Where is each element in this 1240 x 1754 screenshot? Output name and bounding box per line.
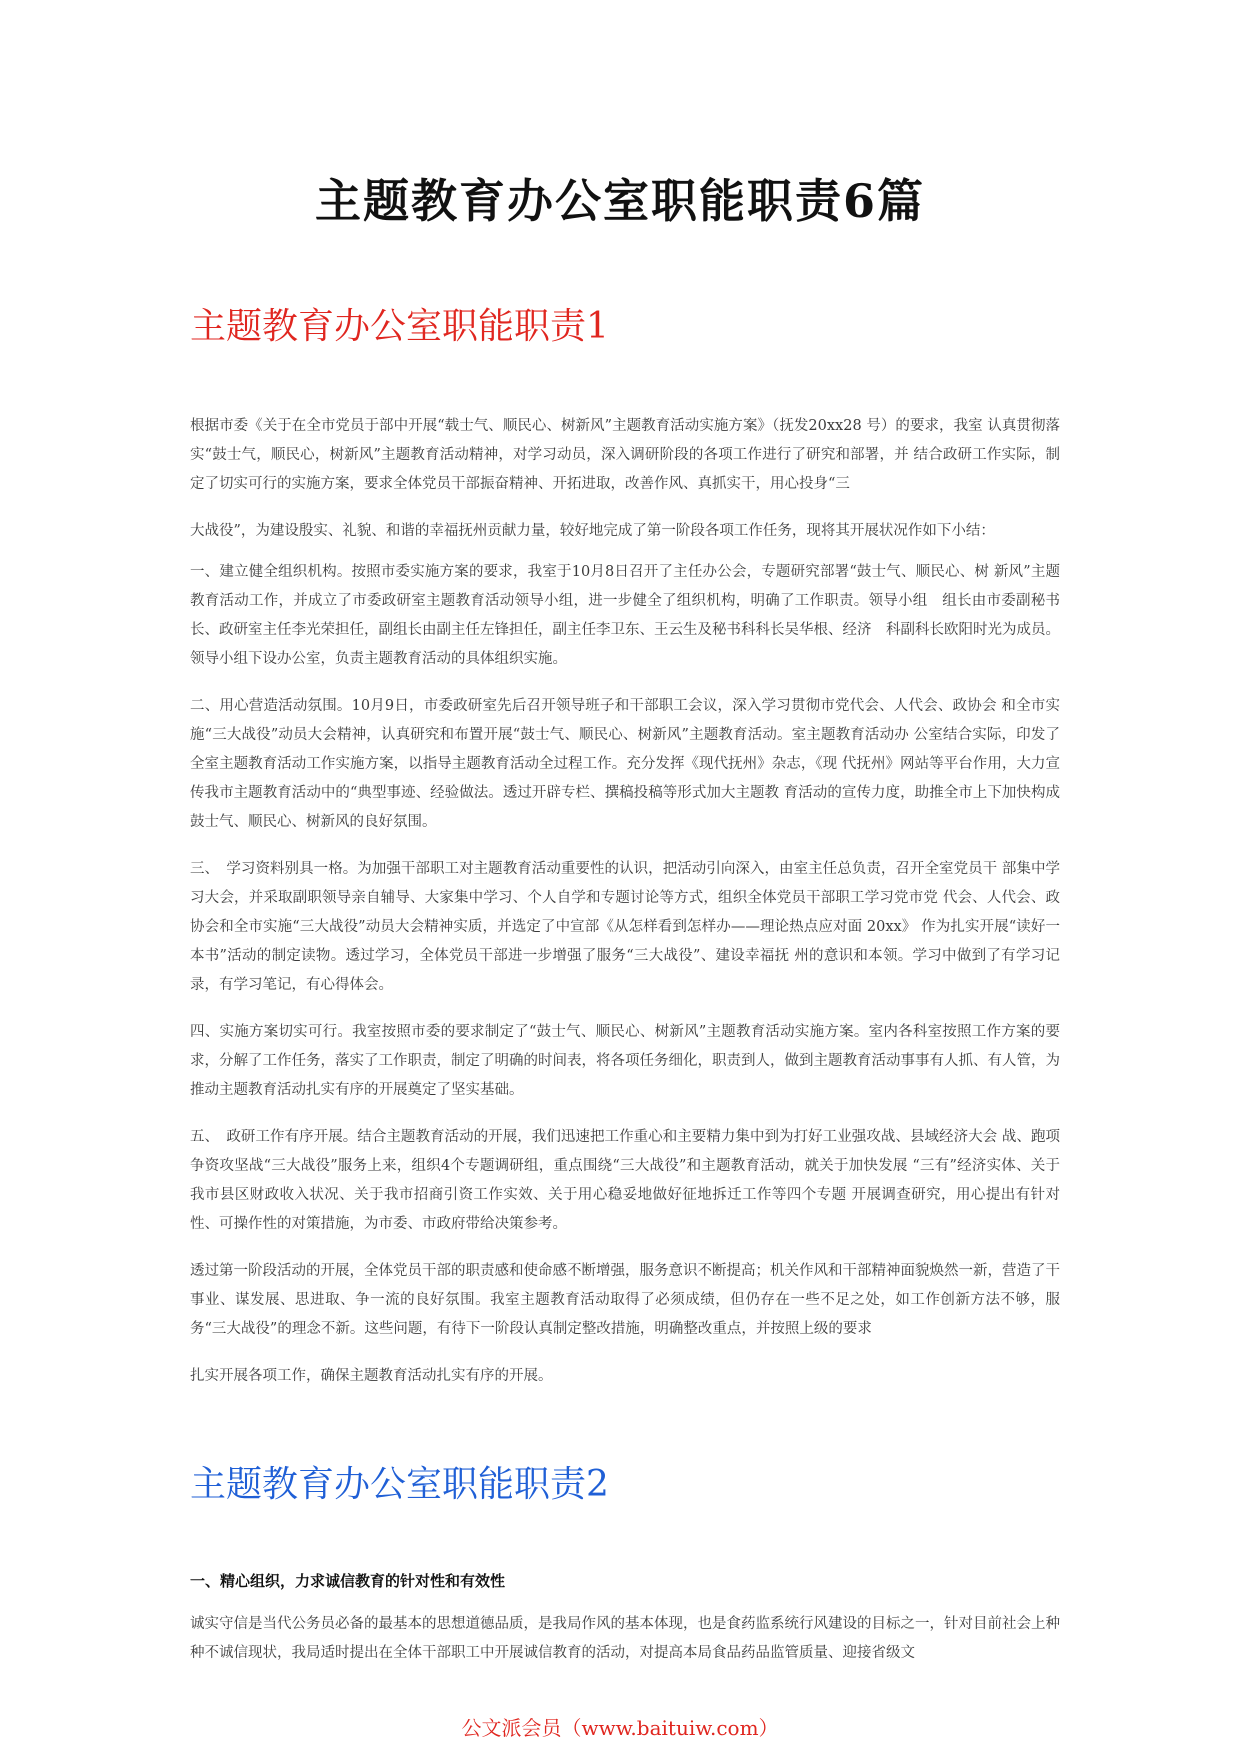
section-1-paragraph-2: 二、用心营造活动氛围。10月9日，市委政研室先后召开领导班子和干部职工会议，深入学习贯彻市党代会、人代会、政协会 和全市实施“三大战役”动员大会精神，认真研究和布置开展“鼓士气、顺民心、树新风”主题教育活动。室主题教育活动办 公室结合实际，印发了全室主题教育活动工作实施方案，以指导主题教育活动全过程工作。充分发挥《现代抚州》杂志，《现 代抚州》网站等平台作用，大力宣传我市主题教育活动中的“典型事迹、经验做法。透过开辟专栏、撰稿投稿等形式加大主题教 育活动的宣传力度，助推全市上下加快构成鼓士气、顺民心、树新风的良好氛围。 xyxy=(190,698,1060,830)
section-1-paragraph-5: 五、 政研工作有序开展。结合主题教育活动的开展，我们迅速把工作重心和主要精力集中到为打好工业强攻战、县域经济大会 战、跑项争资攻坚战“三大战役”服务上来，组织4个专题调研组，重点围绕“三大战役”和主题教育活动，就关于加快发展 “三有”经济实体、关于我市县区财政收入状况、关于我市招商引资工作实效、关于用心稳妥地做好征地拆迁工作等四个专题 开展调查研究，用心提出有针对性、可操作性的对策措施，为市委、市政府带给决策参考。 xyxy=(190,1129,1060,1232)
section-2-body xyxy=(190,1610,1060,1668)
section-1-paragraph-intro-cont: 大战役”，为建设殷实、礼貌、和谐的幸福抚州贡献力量，较好地完成了第一阶段各项工作任务，现将其开展状况作如下小结： xyxy=(190,523,995,539)
section-1-paragraph-4: 四、实施方案切实可行。我室按照市委的要求制定了“鼓士气、顺民心、树新风”主题教育活动实施方案。室内各科室按照工作方案的要求，分解了工作任务，落实了工作职责，制定了明确的时间表，将各项任务细化，职责到人，做到主题教育活动事事有人抓、有人管，为推动主题教育活动扎实有序的开展奠定了坚实基础。 xyxy=(190,1024,1060,1098)
footer-watermark-link[interactable]: 公文派会员（www.baituiw.com） xyxy=(461,1716,779,1740)
section-1-paragraph-3: 三、 学习资料别具一格。为加强干部职工对主题教育活动重要性的认识，把活动引向深入，由室主任总负责，召开全室党员干 部集中学习大会，并采取副职领导亲自辅导、大家集中学习、个人自学和专题讨论等方式，组织全体党员干部职工学习党市党 代会、人代会、政协会和全市实施“三大战役”动员大会精神实质，并选定了中宣部《从怎样看到怎样办——理论热点应对面 20xx》 作为扎实开展“读好一本书”活动的制定读物。透过学习，全体党员干部进一步增强了服务“三大战役”、建设幸福抚 州的意识和本领。学习中做到了有学习记录，有学习笔记，有心得体会。 xyxy=(190,861,1060,993)
section-2-subheading: 一、精心组织，力求诚信教育的针对性和有效性 xyxy=(190,1572,506,1590)
section-2-paragraph-1: 诚实守信是当代公务员必备的最基本的思想道德品质，是我局作风的基本体现，也是食药监系统行风建设的目标之一，针对目前社会上种种不诚信现状，我局适时提出在全体干部职工中开展诚信教育的活动，对提高本局食品药品监管质量、迎接省级文 xyxy=(190,1616,1060,1661)
section-1-heading: 主题教育办公室职能职责1 xyxy=(190,306,609,347)
section-1-body xyxy=(190,412,1060,1391)
section-1-paragraph-summary-cont: 扎实开展各项工作，确保主题教育活动扎实有序的开展。 xyxy=(190,1368,553,1384)
section-1-paragraph-1: 一、建立健全组织机构。按照市委实施方案的要求，我室于10月8日召开了主任办公会，专题研究部署“鼓士气、顺民心、树 新风”主题教育活动工作，并成立了市委政研室主题教育活动领导小组，进一步健全了组织机构，明确了工作职责。领导小组 组长由市委副秘书长、政研室主任李光荣担任，副组长由副主任左锋担任，副主任李卫东、王云生及秘书科科长吴华根、经济 科副科长欧阳时光为成员。领导小组下设办公室，负责主题教育活动的具体组织实施。 xyxy=(190,564,1060,667)
section-1-paragraph-intro: 根据市委《关于在全市党员于部中开展“载士气、顺民心、树新风”主题教育活动实施方案》（抚发20xx28 号）的要求，我室 认真贯彻落实“鼓士气，顺民心，树新风”主题教育活动精神，对学习动员，深入调研阶段的各项工作进行了研究和部署，并 结合政研工作实际，制定了切实可行的实施方案，要求全体党员干部振奋精神、开拓进取，改善作风、真抓实干，用心投身“三 xyxy=(190,418,1060,492)
section-2-heading: 主题教育办公室职能职责2 xyxy=(190,1464,609,1505)
section-1-paragraph-summary: 透过第一阶段活动的开展，全体党员干部的职责感和使命感不断增强，服务意识不断提高；机关作风和干部精神面貌焕然一新，营造了干事业、谋发展、思进取、争一流的良好氛围。我室主题教育活动取得了必须成绩，但仍存在一些不足之处，如工作创新方法不够，服务“三大战役”的理念不新。这些问题，有待下一阶段认真制定整改措施，明确整改重点，并按照上级的要求 xyxy=(190,1263,1060,1337)
document-title: 主题教育办公室职能职责6篇 xyxy=(314,174,925,228)
